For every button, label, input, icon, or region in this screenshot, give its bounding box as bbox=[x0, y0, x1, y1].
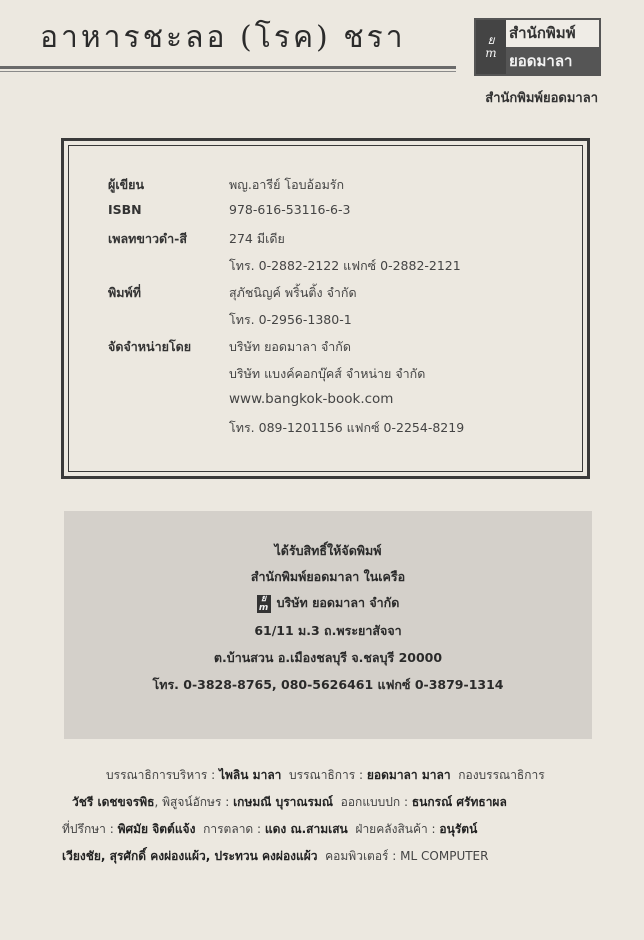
license-line-1: ได้รับสิทธิ์ให้จัดพิมพ์ bbox=[274, 543, 382, 558]
title-rule-thin bbox=[0, 71, 456, 72]
book-title: อาหารชะลอ (โรค) ชรา bbox=[40, 20, 406, 55]
distributor-1: บริษัท ยอดมาลา จำกัด bbox=[229, 339, 351, 354]
publisher-logo bbox=[474, 18, 601, 76]
publisher-name: สำนักพิมพ์ยอดมาลา bbox=[485, 91, 598, 106]
license-panel bbox=[64, 511, 592, 739]
plate-phone: โทร. 0-2882-2122 แฟกซ์ 0-2882-2121 bbox=[229, 258, 461, 273]
distributor-2: บริษัท แบงค์คอกบุ๊คส์ จำหน่าย จำกัด bbox=[229, 366, 426, 381]
plate-value: 274 มีเดีย bbox=[229, 231, 285, 246]
cover-designer: ธนกรณ์ ศรัทธาผล bbox=[411, 795, 507, 809]
logo-mark-icon: ย m bbox=[476, 20, 506, 74]
cover-label: ออกแบบปก : bbox=[340, 795, 412, 809]
license-line-2: สำนักพิมพ์ยอดมาลา ในเครือ bbox=[250, 569, 406, 584]
warehouse-label: ฝ่ายคลังสินค้า : bbox=[355, 822, 440, 836]
proof-label: พิสูจน์อักษร : bbox=[162, 795, 234, 809]
imprint-box bbox=[61, 138, 590, 479]
staff-credits bbox=[62, 762, 596, 870]
logo-line-top: สำนักพิมพ์ bbox=[506, 20, 599, 48]
warehouse-staff-2: เวียงชัย, สุรศักดิ์ คงผ่องแผ้ว, ประทวน คงผ่องแผ้ว bbox=[62, 849, 318, 863]
computer: ML COMPUTER bbox=[400, 849, 489, 863]
distributor-label: จัดจำหน่ายโดย bbox=[108, 339, 192, 354]
credits-line-3 bbox=[62, 816, 596, 843]
marketing-label: การตลาด : bbox=[203, 822, 265, 836]
editor-label: บรรณาธิการ : bbox=[289, 768, 367, 782]
advisor-label: ที่ปรึกษา : bbox=[62, 822, 118, 836]
title-rule bbox=[0, 66, 456, 69]
plate-label: เพลทขาวดำ-สี bbox=[108, 231, 187, 246]
license-line-5: ต.บ้านสวน อ.เมืองชลบุรี จ.ชลบุรี 20000 bbox=[213, 650, 443, 665]
computer-label: คอมพิวเตอร์ : bbox=[325, 849, 401, 863]
license-line-3: บริษัท ยอดมาลา จำกัด bbox=[276, 595, 400, 610]
license-line-4: 61/11 ม.3 ถ.พระยาสัจจา bbox=[254, 623, 402, 638]
credits-line-4 bbox=[62, 843, 596, 870]
printer-value: สุภัชนิญค์ พริ้นติ้ง จำกัด bbox=[229, 285, 357, 300]
author-label: ผู้เขียน bbox=[108, 177, 145, 192]
warehouse-staff: อนุรัตน์ bbox=[439, 822, 478, 836]
logo-line-bottom: ยอดมาลา bbox=[506, 48, 599, 75]
printer-phone: โทร. 0-2956-1380-1 bbox=[229, 312, 352, 327]
company-logo-icon: ย m bbox=[257, 595, 271, 613]
printer-label: พิมพ์ที่ bbox=[108, 285, 141, 300]
advisor: พิศมัย จิตต์แจ้ง bbox=[117, 822, 196, 836]
author-value: พญ.อารีย์ โอบอ้อมรัก bbox=[229, 177, 345, 192]
license-line-6: โทร. 0-3828-8765, 080-5626461 แฟกซ์ 0-3879-1314 bbox=[152, 677, 504, 692]
distributor-website: www.bangkok-book.com bbox=[229, 391, 394, 407]
exec-editor-label: บรรณาธิการบริหาร : bbox=[106, 768, 219, 782]
board-label: กองบรรณาธิการ bbox=[458, 768, 545, 782]
marketing: แดง ณ.สามเสน bbox=[264, 822, 348, 836]
isbn-value: 978-616-53116-6-3 bbox=[229, 202, 351, 217]
distributor-phone: โทร. 089-1201156 แฟกซ์ 0-2254-8219 bbox=[229, 420, 465, 435]
proofreader: เกษมณี บุราณรมณ์ bbox=[233, 795, 333, 809]
editor: ยอดมาลา มาลา bbox=[366, 768, 451, 782]
credits-line-1 bbox=[62, 762, 596, 789]
exec-editor: ไพลิน มาลา bbox=[218, 768, 282, 782]
board-member: วัชรี เดชขจรพิธ bbox=[72, 795, 155, 809]
license-line-3-wrap bbox=[64, 593, 592, 613]
isbn-label: ISBN bbox=[108, 202, 142, 217]
credits-line-2: วัชรี เดชขจรพิธ, พิสูจน์อักษร : เกษมณี บุราณรมณ์ ออกแบบปก : ธนกรณ์ ศรัทธาผล bbox=[72, 795, 507, 809]
